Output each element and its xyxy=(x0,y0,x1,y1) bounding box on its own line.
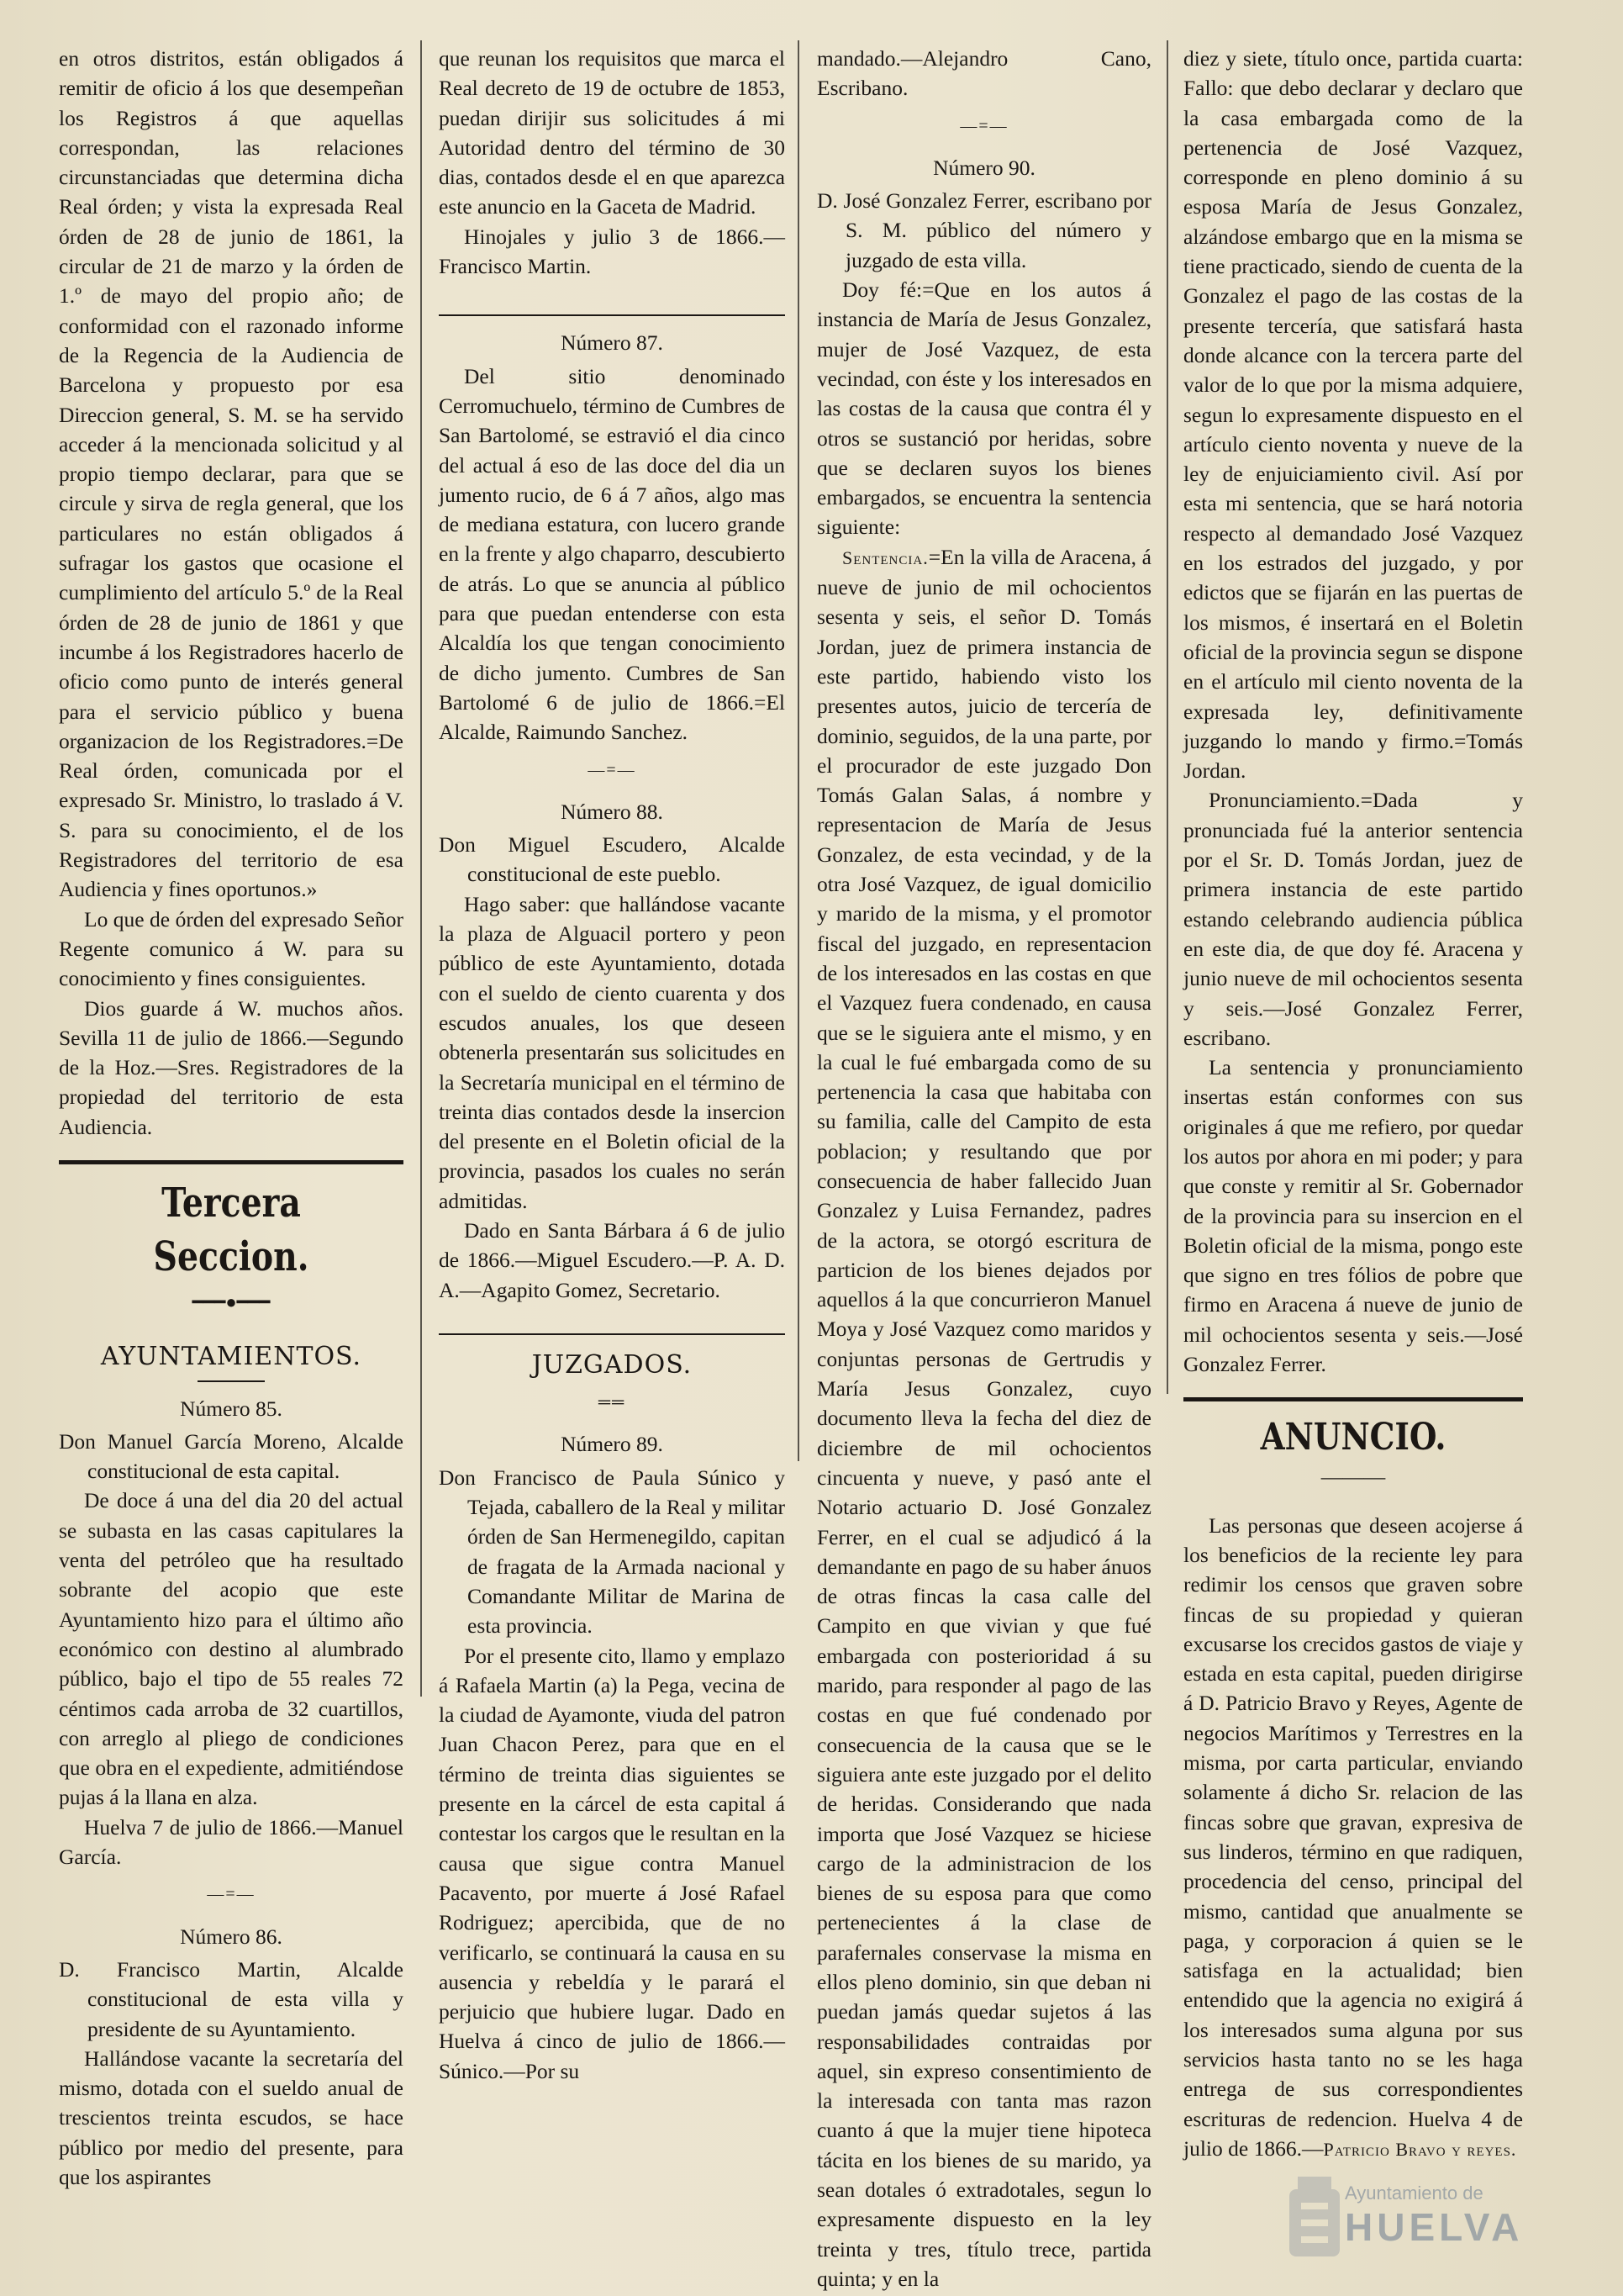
notice-heading: Don Manuel García Moreno, Alcalde constitucional de esta capital. xyxy=(59,1428,403,1484)
notice-signature: Hinojales y julio 3 de 1866.—Francisco Martin. xyxy=(439,224,785,279)
separator xyxy=(439,314,785,316)
separator: ══ xyxy=(598,1393,626,1412)
continued-text: que reunan los requisitos que marca el Real decreto de 19 de octubre de 1853, puedan dirijir sus solicitudes á mi Autoridad dentro del término de 30 dias, contados desde el en que aparezca este anuncio en la Gaceta de Madrid. xyxy=(439,46,785,219)
paragraph: Lo que de órden del expresado Señor Regente comunico á W. para su conocimiento y fines consiguientes. xyxy=(59,906,403,991)
notice-number: Número 86. xyxy=(180,1924,282,1949)
section-heading: AYUNTAMIENTOS. xyxy=(100,1342,362,1372)
watermark-line2: HUELVA xyxy=(1345,2205,1524,2249)
column-rule xyxy=(420,40,422,1697)
column-rule xyxy=(798,40,799,1461)
heading-rule xyxy=(198,1380,265,1382)
section-heading: JUZGADOS. xyxy=(531,1349,693,1380)
announcement-signature: Patricio Bravo y reyes. xyxy=(1323,2138,1517,2160)
notice-heading: D. José Gonzalez Ferrer, escribano por S. M. público del número y juzgado de esta villa. xyxy=(817,188,1151,272)
sentence-body: =En la villa de Aracena, á nueve de junio de mil ochocientos sesenta y seis, el señor D. Tomás Jordan, juez de primera instancia de este partido, habiendo visto los presentes autos, juicio de tercería de dominio, seguidos, de la una parte, por el procurador de este juzgado Don Tomás Galan Salas, á nombre y representacion de María de Jesus Gonzalez, de esta vecindad, y de la otra José Vazquez, de igual domicilio y marido de la misma, y el promotor fiscal del juzgado, en representacion de los interesados en las costas en que el Vazquez fuera condenado, en causa que se le siguiera ante el mismo, y en la cual le fué embargada como de su pertenencia la casa que habitaba con su familia, calle del Campito de esta poblacion; y resultando que por consecuencia de haber fallecido Juan Gonzalez y Luisa Fernandez, padres de la actora, se otorgó escritura de particion de los bienes dejados por aquellos á la que concurrieron Manuel Moya y José Vazquez como maridos y conjuntas personas de Gertrudis y María Jesus Gonzalez, cuyo documento lleva la fecha del diez de diciembre de mil ochocientos cincuenta y nueve, y pasó ante el Notario actuario D. José Gonzalez Ferrer, en el cual se adjudicó á la demandante en pago de su haber ánuos de otras fincas la casa calle del Campito en que vivian y que fué embargada con posterioridad á su marido, para responder al pago de las costas en que fué condenado por consecuencia de la causa que se le siguiera ante este juzgado por el delito de heridas. Considerando que nada importa que José Vazquez se hiciese cargo de la administracion de los bienes de su esposa para que como pertenecientes á la clase de parafernales conservase la misma en ellos pleno dominio, sin que deban ni puedan jamás quedar sujetos á las responsabilidades contraidas por aquel, sin expreso consentimiento de la interesada con tanta mas razon cuanto á que la mujer tiene hipoteca tácita en los bienes de su marido, ya sean dotales ó extradotales, segun lo expresamente dispuesto en la ley treinta y tres, título trece, partida quinta; y en la xyxy=(817,544,1151,2291)
paragraph: Dios guarde á W. muchos años. Sevilla 11 de julio de 1866.—Segundo de la Hoz.—Sres. Registradores de la propiedad del territorio de esta Audiencia. xyxy=(59,995,403,1139)
notice-signature: Dado en Santa Bárbara á 6 de julio de 1866.—Miguel Escudero.—P. A. D. A.—Agapito Gomez, Secretario. xyxy=(439,1217,785,1302)
notice-number: Número 85. xyxy=(180,1396,282,1421)
notice-body: Del sitio denominado Cerromuchuelo, término de Cumbres de San Bartolomé, se estravió el dia cinco del actual á eso de las doce del dia un jumento rucio, de 6 á 7 años, algo mas de mediana estatura, con lucero grande en la frente y algo chaparro, descubierto de atrás. Lo que se anuncia al público para que puedan entenderse con esta Alcaldía los que tengan conocimiento de dicho jumento. Cumbres de San Bartolomé 6 de julio de 1866.=El Alcalde, Raimundo Sanchez. xyxy=(439,363,785,745)
column-1 xyxy=(59,44,403,2192)
continued-text: en otros distritos, están obligados á remitir de oficio á los que desempeñan los Registros á que aquellas correspondan, las relaciones circunstanciadas que determina dicha Real órden; y vista la expresada Real órden de 28 de junio de 1861, la circular de 21 de marzo y la órden de 1.º de mayo del propio año; de conformidad con el razonado informe de la Regencia de la Audiencia de Barcelona y propuesto por esa Direccion general, S. M. se ha servido acceder á la mencionada solicitud y al propio tiempo declarar, para que se circule y sirva de regla general, que los particulares no están obligados á sufragar los gastos que ocasione el cumplimiento del artículo 5.º de la Real órden de 28 de junio de 1861 y que incumbe á los Registradores hacerlo de oficio como punto de interés general para el servicio público y buena organizacion de los Registradores.=De Real órden, comunicada por el expresado Sr. Ministro, lo traslado á V. S. para su conocimiento, el de los Registradores del territorio de esa Audiencia y fines oportunos.» xyxy=(59,46,403,902)
announcement-title: ANUNCIO. xyxy=(1260,1416,1446,1459)
column-4 xyxy=(1183,44,1523,2164)
notice-number: Número 90. xyxy=(933,155,1035,180)
column-rule xyxy=(1167,40,1168,1394)
continued-text: mandado.—Alejandro Cano, Escribano. xyxy=(817,46,1151,101)
notice-body: Por el presente cito, llamo y emplazo á Rafaela Martin (a) la Pega, vecina de la ciudad de Ayamonte, viuda del patron Juan Chacon Perez, para que en el término de treinta dias siguientes se presente en la cárcel de esta capital á contestar los cargos que le resultan en la causa que sigue contra Manuel Pacavento, por muerte á José Rafael Rodriguez; apercibida, que de no verificarlo, se continuará la causa en su ausencia y rebeldía y le parará el perjuicio que hubiere lugar. Dado en Huelva á cinco de julio de 1866.—Súnico.—Por su xyxy=(439,1643,785,2083)
column-2 xyxy=(439,44,785,2086)
notice-signature: Huelva 7 de julio de 1866.—Manuel García. xyxy=(59,1814,403,1870)
separator: —=— xyxy=(207,1885,256,1904)
notice-body: Hago saber: que hallándose vacante la plaza de Alguacil portero y peon público de este Ayuntamiento, dotada con el sueldo de ciento cuarenta y dos escudos anuales, los que deseen obtenerla presentarán sus solicitudes en la Secretaría municipal en el término de treinta dias contados desde la insercion del presente en el Boletin oficial de la provincia, pasados los cuales no serán admitidas. xyxy=(439,891,785,1213)
announcement-body: Las personas que deseen acojerse á los beneficios de la reciente ley para redimir los censos que graven sobre fincas de su propiedad y quieran excusarse los crecidos gastos de viaje y estada en esta capital, pueden dirigirse á D. Patricio Bravo y Reyes, Agente de negocios Marítimos y Terrestres en la misma, por carta particular, enviando solamente á dicho Sr. relacion de las fincas sobre que gravan, expresiva de sus linderos, término en que radiquen, procedencia del censo, principal del mismo, cantidad que anualmente se paga, y corporacion á quien se le satisfaga en la actualidad; bien entendido que la agencia no exigirá á los interesados suma alguna por sus servicios hasta tanto no se les haga entrega de sus correspondientes escrituras de redencion. Huelva 4 de julio de 1866.— xyxy=(1183,1512,1523,2161)
notice-number: Número 89. xyxy=(561,1432,663,1457)
section-rule xyxy=(439,1333,785,1335)
notice-heading: D. Francisco Martin, Alcalde constitucional de esta villa y presidente de su Ayuntamiento. xyxy=(59,1956,403,2041)
pronouncement-body: =Dada y pronunciada fué la anterior sentencia por el Sr. D. Tomás Jordan, juez de primera instancia de este partido estando celebrando audiencia pública en este dia, de que doy fé. Aracena y junio nueve de mil ochocientos sesenta y seis.—José Gonzalez Ferrer, escribano. xyxy=(1183,788,1523,1050)
notice-number: Número 87. xyxy=(561,330,663,356)
notice-body: Doy fé:=Que en los autos á instancia de María de Jesus Gonzalez, mujer de José Vazquez, de esta vecindad, con éste y los interesados en las costas de la causa que contra él y otros se sustanció por heridas, sobre que se declaren suyos los bienes embargados, se encuentra la sentencia siguiente: xyxy=(817,277,1151,540)
section-rule xyxy=(1183,1397,1523,1401)
separator: —=— xyxy=(960,116,1009,135)
separator: —=— xyxy=(588,760,636,779)
ornament-divider: ━━━●━━━ xyxy=(192,1291,271,1312)
pronouncement-label: Pronunciamiento. xyxy=(1209,788,1361,813)
pronouncement-paragraph xyxy=(1183,785,1523,1053)
notice-heading: Don Francisco de Paula Súnico y Tejada, caballero de la Real y militar órden de San Hermenegildo, capitan de fragata de la Armada nacional y Comandante Militar de Marina de esta provincia. xyxy=(439,1465,785,1639)
watermark-label xyxy=(1345,2183,1523,2250)
paragraph: La sentencia y pronunciamiento insertas están conformes con sus originales á que me refiero, por quedar los autos por ahora en mi poder; y para que conste y remitir al Sr. Gobernador de la provincia para su insercion en el Boletin oficial de la misma, pongo este que signo en tres fólios de pobre que firmo en Aracena á nueve de junio de mil ochocientos sesenta y seis.—José Gonzalez Ferrer. xyxy=(1183,1055,1523,1377)
notice-body: Hallándose vacante la secretaría del mismo, dotada con el sueldo anual de trescientos treinta escudos, se hace público por medio del presente, para que los aspirantes xyxy=(59,2045,403,2189)
announcement-paragraph xyxy=(1183,1511,1523,2165)
continued-text: diez y siete, título once, partida cuarta: Fallo: que debo declarar y declaro que la casa embargada como de la pertenencia de José Vazquez, corresponde en pleno dominio á su esposa María de Jesus Gonzalez, alzándose embargo que en la misma se tiene practicado, siendo de cuenta de la Gonzalez el pago de las costas de la presente tercería, que satisfará hasta donde alcance con la tercera parte del valor de lo que por la misma adquiere, segun lo expresamente dispuesto en el artículo ciento noventa y nueve de la ley de enjuiciamiento civil. Así por esta mi sentencia, que se hará notoria respecto al demandado José Vazquez en los estrados del juzgado, y por edictos que se fijarán en las puertas de los mismos, é insertará en el Boletin oficial de la provincia segun se dispone en el artículo mil ciento noventa de la expresada ley, definitivamente juzgando lo mando y firmo.=Tomás Jordan. xyxy=(1183,46,1523,784)
sentence-label: Sentencia. xyxy=(842,546,929,568)
watermark-line1: Ayuntamiento de xyxy=(1345,2183,1483,2204)
section-rule xyxy=(59,1160,403,1164)
section-title: Tercera Seccion. xyxy=(153,1179,309,1280)
column-3 xyxy=(817,44,1151,2293)
notice-body: De doce á una del dia 20 del actual se subasta en las casas capitulares la venta del petróleo que ha resultado sobrante del acopio que este Ayuntamiento hizo para el último año económico con destino al alumbrado público, bajo el tipo de 55 reales 72 céntimos cada arroba de 32 cuartillos, con arreglo al pliego de condiciones que obra en el expediente, admitiéndose pujas á la llana en alza. xyxy=(59,1488,403,1810)
separator: ——— xyxy=(1320,1465,1386,1490)
sentence-paragraph xyxy=(817,542,1151,2294)
notice-heading: Don Miguel Escudero, Alcalde constitucional de este pueblo. xyxy=(439,832,785,887)
notice-number: Número 88. xyxy=(561,799,663,824)
